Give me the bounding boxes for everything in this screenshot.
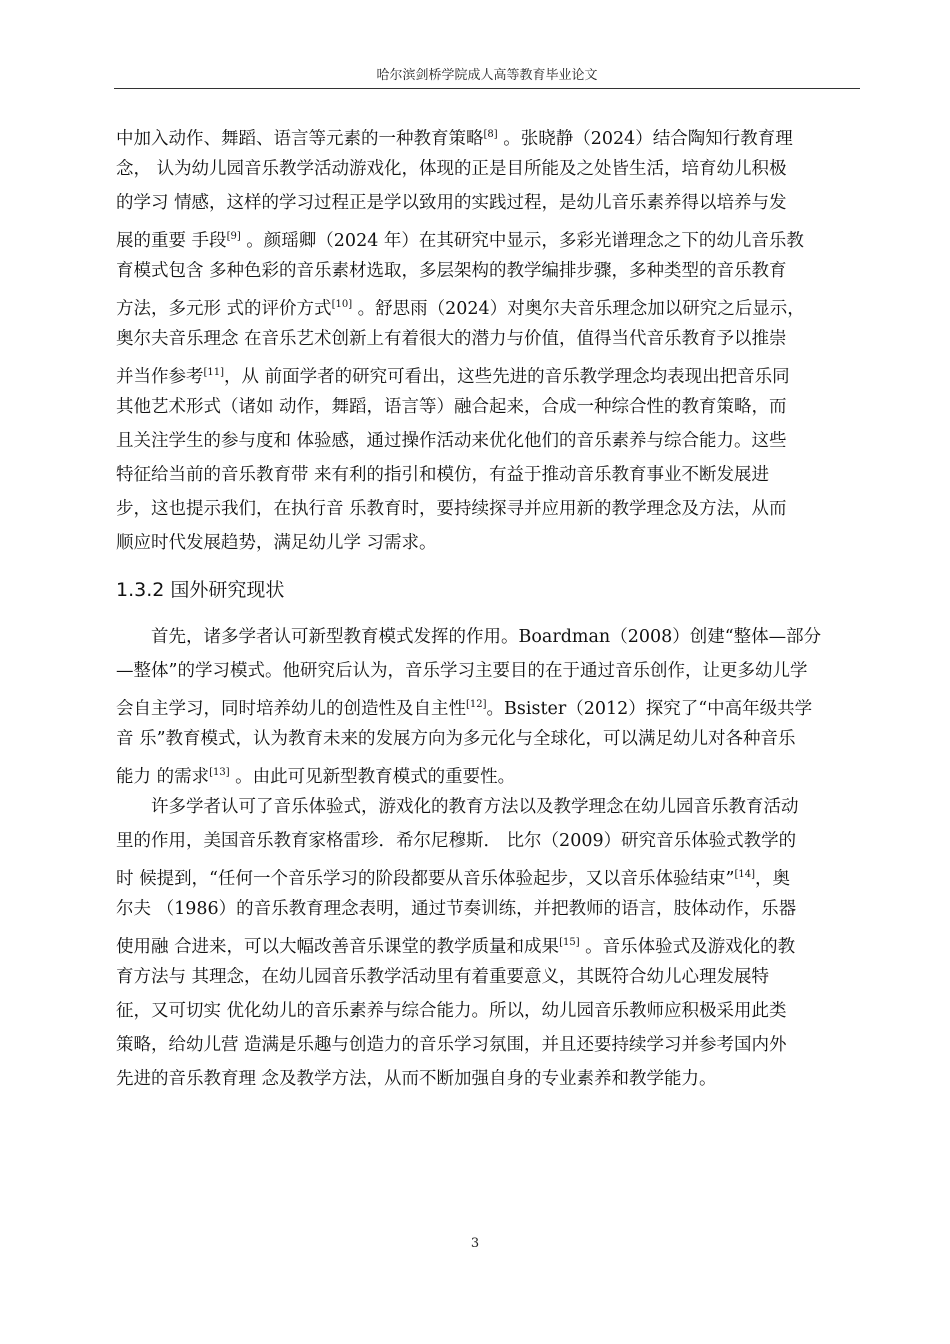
text-line: 的学习 情感，这样的学习过程正是学以致用的实践过程，是幼儿音乐素养得以培养与发 [116,193,787,213]
text-line: 尔夫 （1986）的音乐教育理念表明，通过节奏训练，并把教师的语言，肢体动作，乐器 [116,899,797,919]
text-line: 音 乐”教育模式，认为教育未来的发展方向为多元化与全球化，可以满足幼儿对各种音乐 [116,729,796,749]
text-line: 并当作参考[11]，从 前面学者的研究可看出，这些先进的音乐教学理念均表现出把音乐同 [116,366,790,387]
citation-marker: [15] [559,937,580,948]
text-line: 且关注学生的参与度和 体验感，通过操作活动来优化他们的音乐素养与综合能力。这些 [116,431,787,451]
text-line: 其他艺术形式（诸如 动作，舞蹈，语言等）融合起来，合成一种综合性的教育策略，而 [116,397,787,417]
text-line: 念， 认为幼儿园音乐教学活动游戏化，体现的正是目所能及之处皆生活，培育幼儿积极 [116,159,787,179]
page-number: 3 [470,1236,480,1251]
text-line: 会自主学习，同时培养幼儿的创造性及自主性[12]。Bsister（2012）探究了“中高年级共学 [116,698,813,719]
paragraph-continuation [116,118,864,560]
text-line: 育模式包含 多种色彩的音乐素材选取，多层架构的教学编排步骤，多种类型的音乐教育 [116,261,787,281]
citation-marker: [9] [226,231,241,242]
text-line: 许多学者认可了音乐体验式，游戏化的教育方法以及教学理念在幼儿园音乐教育活动 [151,797,799,817]
text-line: 育方法与 其理念，在幼儿园音乐教学活动里有着重要意义，其既符合幼儿心理发展特 [116,967,770,987]
text-line: 特征给当前的音乐教育带 来有利的指引和模仿，有益于推动音乐教育事业不断发展进 [116,465,770,485]
page-body [116,118,864,1096]
text-line: 能力 的需求[13] 。由此可见新型教育模式的重要性。 [116,766,516,787]
text-line: 里的作用，美国音乐教育家格雷珍．希尔尼穆斯． 比尔（2009）研究音乐体验式教学的 [116,831,797,851]
page-header-title: 哈尔滨剑桥学院成人高等教育毕业论文 [376,68,598,83]
citation-marker: [12] [466,699,487,710]
citation-marker: [13] [209,767,230,778]
text-line: 策略，给幼儿营 造满是乐趣与创造力的音乐学习氛围，并且还要持续学习并参考国内外 [116,1035,787,1055]
citation-marker: [10] [331,299,353,310]
text-line: 中加入动作、舞蹈、语言等元素的一种教育策略[8] 。张晓静（2024）结合陶知行教育理 [116,128,793,149]
text-line: 使用融 合进来，可以大幅改善音乐课堂的教学质量和成果[15] 。音乐体验式及游戏化的教 [116,936,796,957]
text-line: 首先，诸多学者认可新型教育模式发挥的作用。Boardman（2008）创建“整体—部分 [151,627,822,647]
section-heading: 1.3.2 国外研究现状 [116,579,285,601]
text-line: 方法，多元形 式的评价方式[10] 。舒思雨（2024）对奥尔夫音乐理念加以研究之后显示， [116,298,805,319]
paragraph-experiential-teaching [116,790,864,1096]
text-line: 步，这也提示我们，在执行音 乐教育时，要持续探寻并应用新的教学理念及方法，从而 [116,499,787,519]
header-divider [114,88,860,89]
citation-marker: [14] [734,869,755,880]
citation-marker: [8] [483,129,498,140]
text-line: 征，又可切实 优化幼儿的音乐素养与综合能力。所以，幼儿园音乐教师应积极采用此类 [116,1001,787,1021]
text-line: 奥尔夫音乐理念 在音乐艺术创新上有着很大的潜力与价值，值得当代音乐教育予以推崇 [116,329,787,349]
text-line: 先进的音乐教育理 念及教学方法，从而不断加强自身的专业素养和教学能力。 [116,1069,717,1089]
citation-marker: [11] [203,367,225,378]
text-line: 顺应时代发展趋势，满足幼儿学 习需求。 [116,533,437,553]
text-line: 时 候提到，“任何一个音乐学习的阶段都要从音乐体验起步，又以音乐体验结束”[14]，奥 [116,868,790,889]
text-line: 展的重要 手段[9] 。颜瑶卿（2024 年）在其研究中显示，多彩光谱理念之下的幼儿音乐教 [116,230,804,251]
text-line: —整体”的学习模式。他研究后认为，音乐学习主要目的在于通过音乐创作，让更多幼儿学 [116,661,808,681]
paragraph-new-education-models [116,620,864,790]
